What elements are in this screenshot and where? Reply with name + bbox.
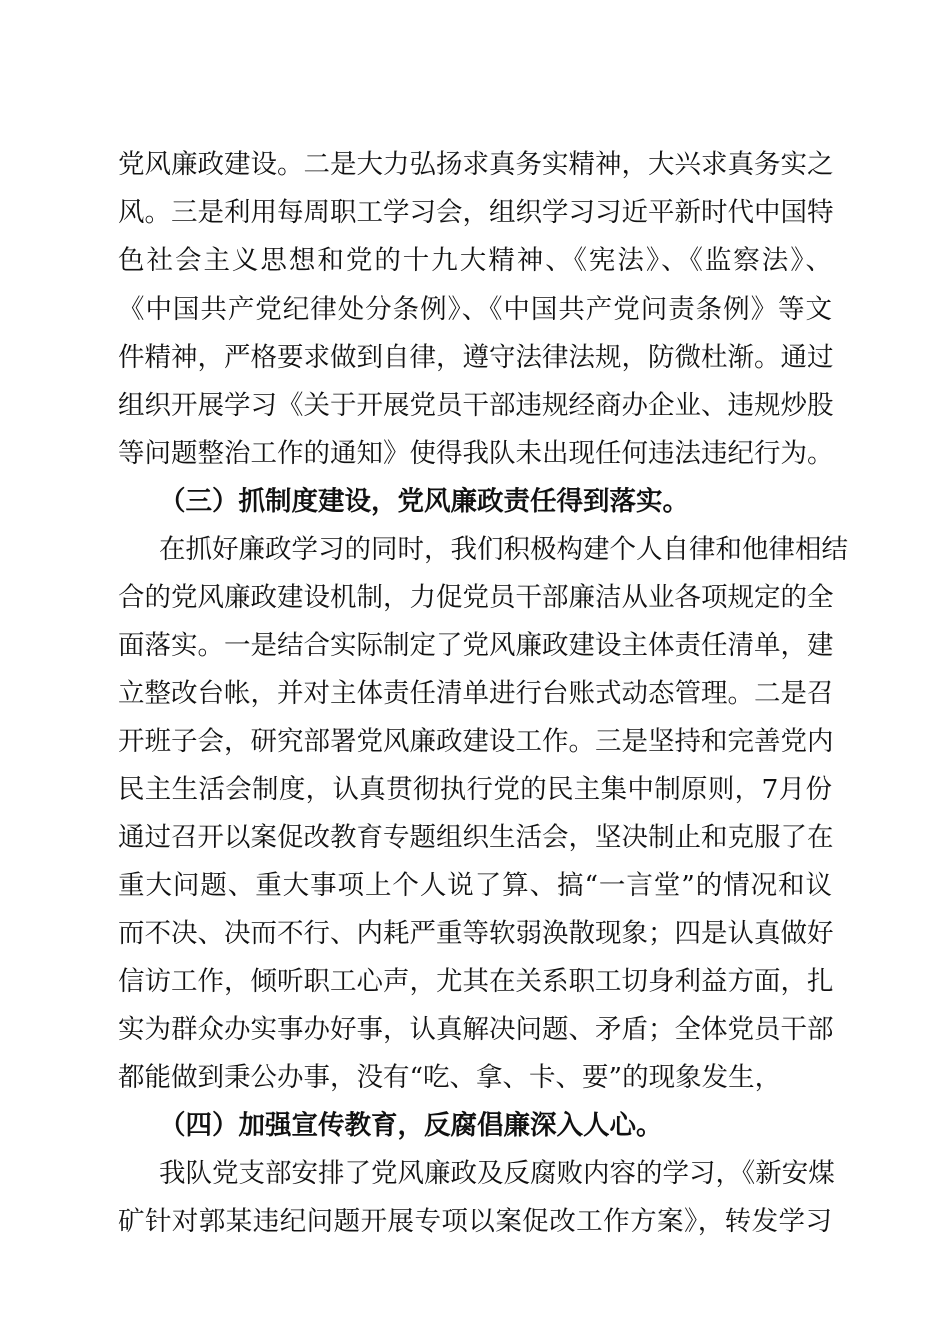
body-text-line: 信访工作，倾听职工心声，尤其在关系职工切身利益方面，扎 bbox=[118, 966, 834, 997]
body-text-line: 立整改台帐，并对主体责任清单进行台账式动态管理。二是召 bbox=[118, 678, 834, 709]
body-text-line: 组织开展学习《关于开展党员干部违规经商办企业、违规炒股 bbox=[118, 390, 834, 421]
body-text-line: 件精神，严格要求做到自律，遵守法律法规，防微杜渐。通过 bbox=[118, 342, 834, 373]
body-text-line: 风。三是利用每周职工学习会，组织学习习近平新时代中国特 bbox=[118, 197, 834, 228]
paragraph-first-line: 我队党支部安排了党风廉政及反腐败内容的学习，《新安煤 bbox=[159, 1158, 835, 1189]
paragraph-first-line: 在抓好廉政学习的同时，我们积极构建个人自律和他律相结 bbox=[159, 534, 848, 565]
body-text-line: 矿针对郭某违纪问题开展专项以案促改工作方案》，转发学习 bbox=[118, 1206, 832, 1237]
body-text-line: 民主生活会制度，认真贯彻执行党的民主集中制原则，7月份 bbox=[118, 774, 832, 805]
body-text-line: 通过召开以案促改教育专题组织生活会，坚决制止和克服了在 bbox=[118, 822, 834, 853]
body-text-line: 而不决、决而不行、内耗严重等软弱涣散现象；四是认真做好 bbox=[118, 918, 834, 949]
body-text-line: 合的党风廉政建设机制，力促党员干部廉洁从业各项规定的全 bbox=[118, 582, 834, 613]
body-text-line: 等问题整治工作的通知》使得我队未出现任何违法违纪行为。 bbox=[118, 438, 834, 469]
section-heading-3: （三）抓制度建设，党风廉政责任得到落实。 bbox=[159, 486, 689, 517]
body-text-line: 都能做到秉公办事，没有“吃、拿、卡、要”的现象发生， bbox=[118, 1062, 782, 1093]
body-text-line: 实为群众办实事办好事，认真解决问题、矛盾；全体党员干部 bbox=[118, 1014, 834, 1045]
body-text-line: 开班子会，研究部署党风廉政建设工作。三是坚持和完善党内 bbox=[118, 726, 834, 757]
body-text-line: 重大问题、重大事项上个人说了算、搞“一言堂”的情况和议 bbox=[118, 870, 832, 901]
body-text-line: 面落实。一是结合实际制定了党风廉政建设主体责任清单，建 bbox=[118, 630, 834, 661]
body-text-line: 党风廉政建设。二是大力弘扬求真务实精神，大兴求真务实之 bbox=[118, 149, 834, 180]
body-text-line: 色社会主义思想和党的十九大精神、《宪法》、《监察法》、 bbox=[118, 245, 832, 276]
section-heading-4: （四）加强宣传教育，反腐倡廉深入人心。 bbox=[159, 1110, 663, 1141]
body-text-line: 《中国共产党纪律处分条例》、《中国共产党问责条例》等文 bbox=[118, 294, 832, 325]
